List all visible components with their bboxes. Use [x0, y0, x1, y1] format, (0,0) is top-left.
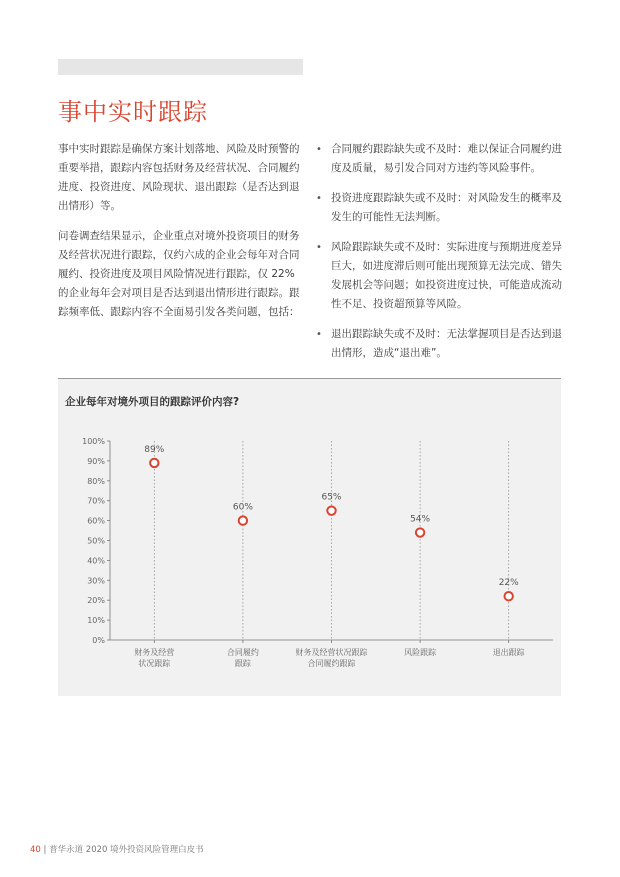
- page-number: 40: [30, 845, 41, 855]
- bullet-marker: •: [316, 329, 322, 340]
- data-point: [505, 592, 513, 600]
- left-column: [58, 140, 303, 333]
- data-label: 60%: [232, 502, 253, 513]
- data-label: 89%: [144, 444, 165, 455]
- footer-separator: |: [43, 845, 47, 855]
- y-tick-label: 20%: [87, 596, 105, 606]
- data-point: [239, 516, 247, 524]
- bullet-marker: •: [316, 242, 322, 253]
- data-point: [416, 528, 424, 536]
- data-point: [327, 506, 335, 514]
- data-label: 22%: [498, 578, 519, 589]
- x-tick-label: 合同履约跟踪: [307, 659, 356, 668]
- bullet-text: 投资进度跟踪缺失或不及时：对风险发生的概率及发生的可能性无法判断。: [331, 192, 562, 223]
- y-tick-label: 40%: [87, 556, 105, 566]
- x-tick-label: 退出跟踪: [492, 648, 525, 657]
- bullet-marker: •: [316, 144, 322, 155]
- x-tick-label: 财务及经营状况跟踪: [295, 648, 368, 657]
- x-tick-label: 状况跟踪: [138, 659, 171, 668]
- y-tick-label: 100%: [82, 437, 105, 446]
- paragraph: 事中实时跟踪是确保方案计划落地、风险及时预警的重要举措，跟踪内容包括财务及经营状况、合同履约进度、投资进度、风险现状、退出跟踪（是否达到退出情形）等。: [58, 143, 300, 212]
- bullet-text: 退出跟踪缺失或不及时：无法掌握项目是否达到退出情形，造成“退出难”。: [331, 328, 562, 359]
- y-tick-label: 10%: [87, 616, 105, 626]
- x-tick-label: 风险跟踪: [404, 648, 437, 657]
- y-tick-label: 80%: [87, 476, 105, 486]
- y-tick-label: 50%: [87, 536, 105, 546]
- bullet-text: 风险跟踪缺失或不及时：实际进度与预期进度差异巨大，如进度滞后则可能出现预算无法完成、错失发展机会等问题；如投资进度过快，可能造成流动性不足、投资超预算等风险。: [331, 241, 562, 310]
- bullet-text: 合同履约跟踪缺失或不及时：难以保证合同履约进度及质量，易引发合同对方违约等风险事件。: [331, 143, 562, 174]
- data-label: 65%: [321, 492, 342, 503]
- paragraph: 问卷调查结果显示，企业重点对境外投资项目的财务及经营状况进行跟踪，仅约六成的企业会每年对合同履约、投资进度及项目风险情况进行跟踪，仅 22% 的企业每年会对项目是否达到退出情形进行跟踪。跟踪频率低、跟踪内容不全面易引发各类问题，包括：: [58, 230, 300, 318]
- data-point: [150, 459, 158, 467]
- page-footer: [30, 843, 204, 855]
- bullet-marker: •: [316, 193, 322, 204]
- bullet-item: [316, 189, 564, 227]
- publication-title: 普华永道 2020 境外投资风险管理白皮书: [49, 845, 204, 855]
- x-tick-label: 财务及经营: [134, 648, 175, 657]
- bullet-item: [316, 238, 564, 314]
- x-tick-label: 合同履约: [226, 648, 259, 657]
- header-bar: [58, 59, 303, 75]
- right-column: [316, 140, 564, 374]
- data-label: 54%: [410, 514, 431, 525]
- chart: [58, 430, 561, 680]
- x-tick-label: 跟踪: [234, 659, 251, 668]
- bullet-item: [316, 325, 564, 363]
- y-tick-label: 0%: [92, 636, 105, 645]
- y-tick-label: 70%: [87, 496, 105, 506]
- y-tick-label: 60%: [87, 516, 105, 526]
- chart-title: 企业每年对境外项目的跟踪评价内容?: [65, 396, 240, 408]
- bullet-item: [316, 140, 564, 178]
- section-title: 事中实时跟踪: [58, 98, 208, 126]
- y-tick-label: 90%: [87, 456, 105, 466]
- y-tick-label: 30%: [87, 576, 105, 586]
